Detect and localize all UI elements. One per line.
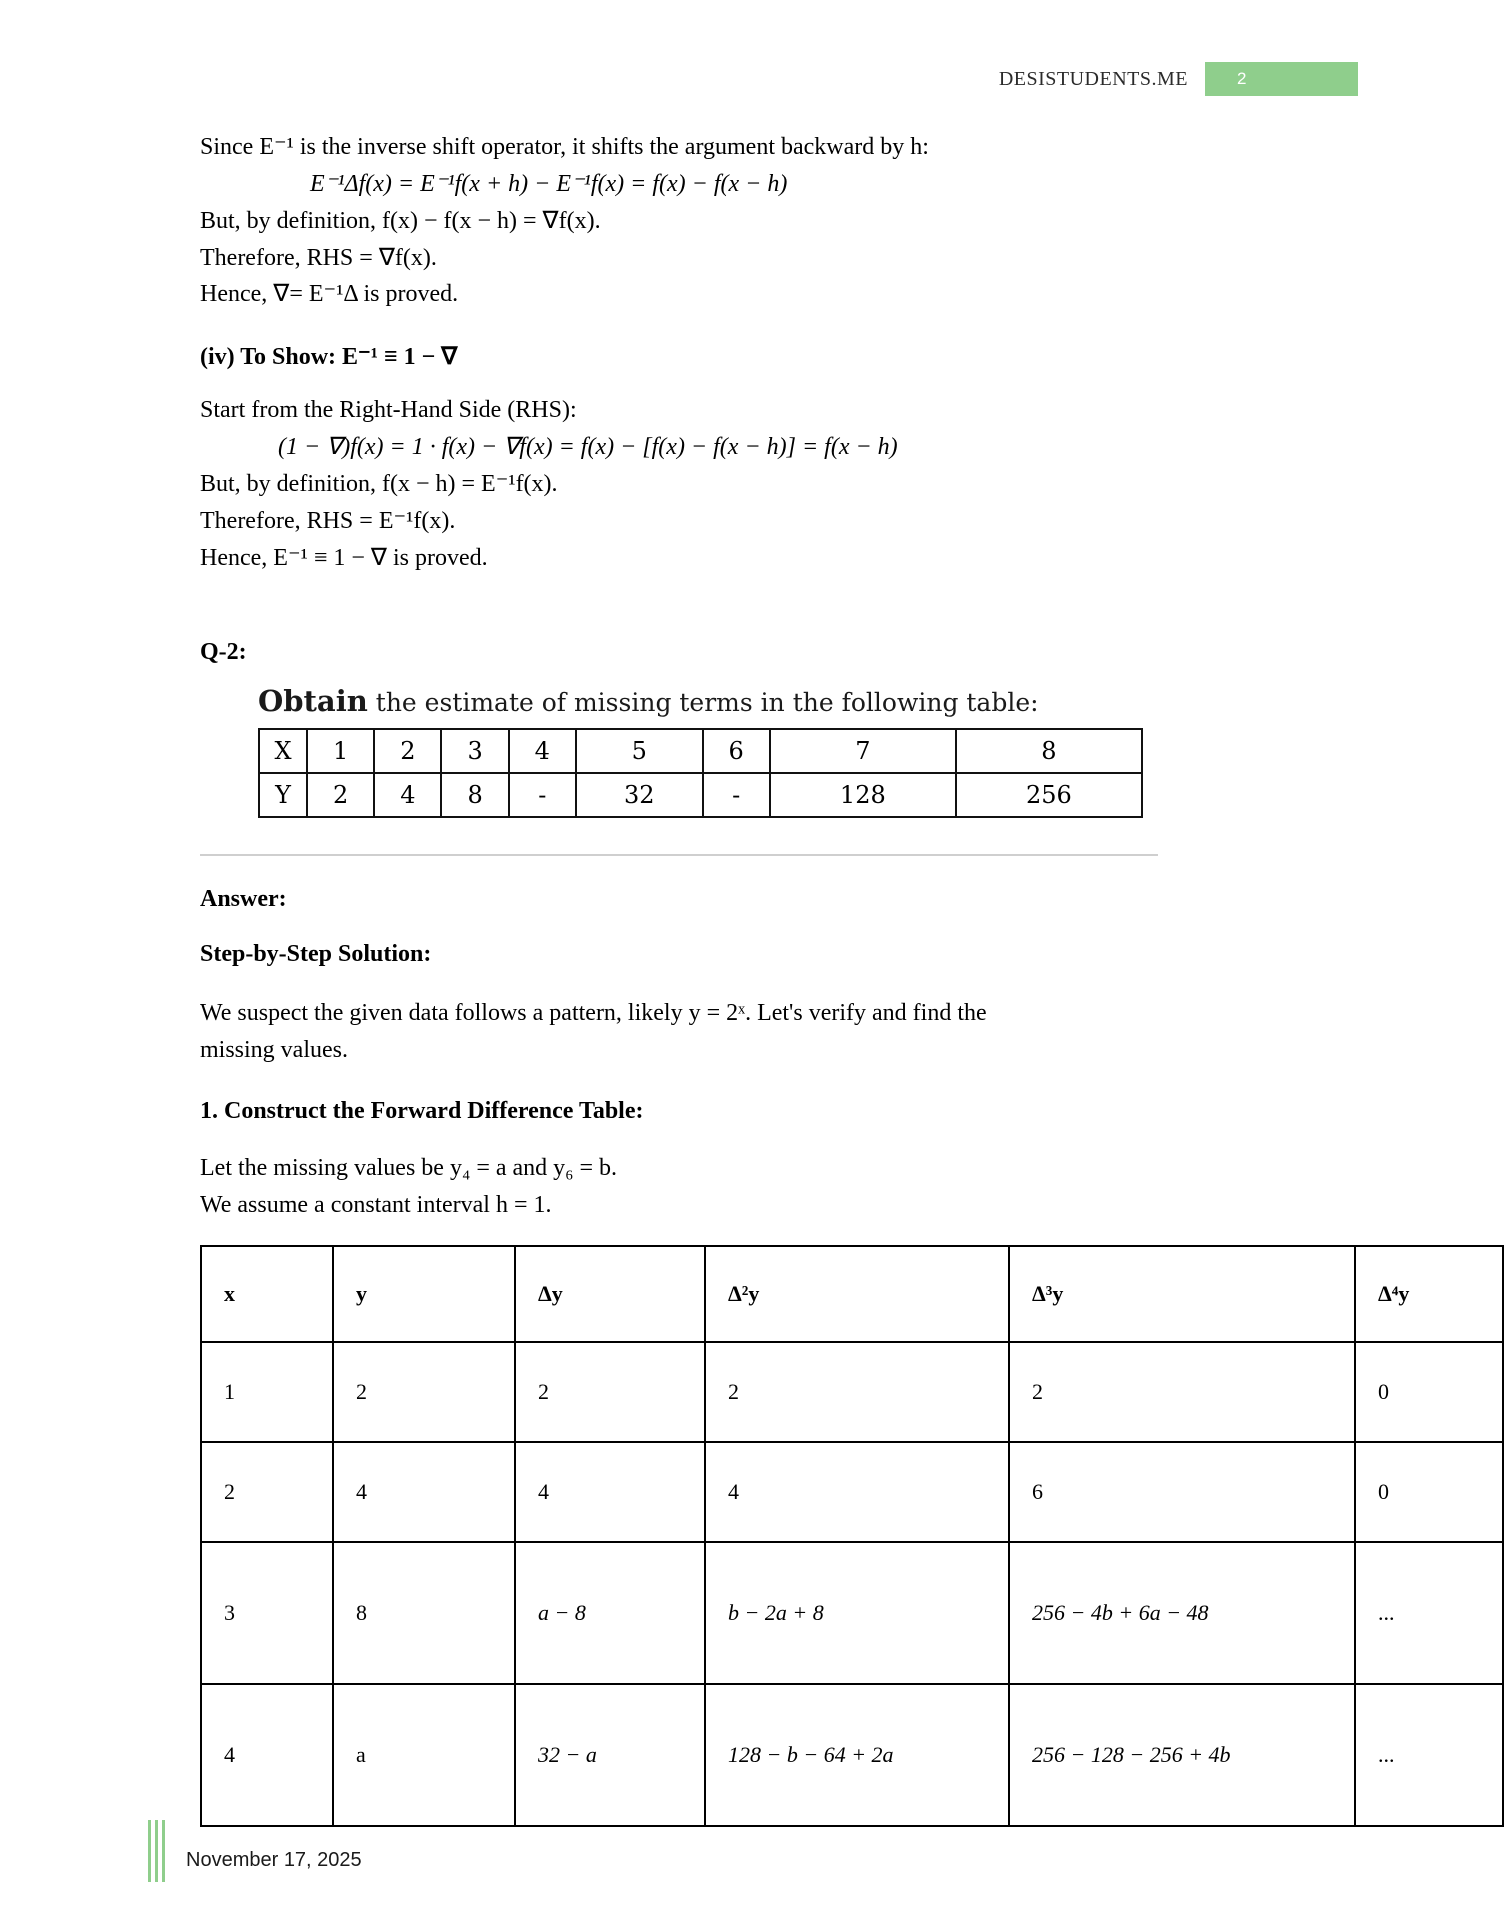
cell-x-1: 1 — [307, 729, 374, 773]
cell-delta-y: 32 − a — [515, 1684, 705, 1826]
cell-y-1: 2 — [307, 773, 374, 817]
cell-delta4-y: ... — [1355, 1684, 1503, 1826]
cell-y: 2 — [333, 1342, 515, 1442]
cell-x-6: 6 — [703, 729, 770, 773]
header-delta-y: Δy — [515, 1246, 705, 1342]
header-delta4-y: Δ⁴y — [1355, 1246, 1503, 1342]
line-definition-shift: But, by definition, f(x − h) = E⁻¹f(x). — [200, 470, 558, 497]
cell-delta2-y: 128 − b − 64 + 2a — [705, 1684, 1009, 1826]
footer-accent-bars-icon — [148, 1820, 170, 1882]
table-row — [201, 1542, 1503, 1684]
cell-delta2-y: 2 — [705, 1342, 1009, 1442]
cell-y-3: 8 — [441, 773, 508, 817]
cell-delta4-y: 0 — [1355, 1342, 1503, 1442]
page-footer — [0, 1800, 1358, 1920]
cell-x: 1 — [201, 1342, 333, 1442]
line-start-from-rhs: Start from the Right-Hand Side (RHS): — [200, 397, 577, 424]
cell-delta4-y: ... — [1355, 1542, 1503, 1684]
cell-x-3: 3 — [441, 729, 508, 773]
table-row — [201, 1442, 1503, 1542]
cell-x-4: 4 — [509, 729, 576, 773]
cell-delta3-y: 256 − 128 − 256 + 4b — [1009, 1684, 1355, 1826]
section-heading-forward-difference: 1. Construct the Forward Difference Table: — [200, 1097, 644, 1124]
cell-delta3-y: 2 — [1009, 1342, 1355, 1442]
cell-delta-y: 2 — [515, 1342, 705, 1442]
cell-delta-y: 4 — [515, 1442, 705, 1542]
cell-y: 8 — [333, 1542, 515, 1684]
question-label: Q-2: — [200, 639, 247, 666]
table-row — [201, 1342, 1503, 1442]
question-data-table — [258, 728, 1143, 818]
cell-x-8: 8 — [956, 729, 1142, 773]
question-title-bold: Obtain — [258, 684, 368, 719]
page-header — [0, 0, 1358, 105]
header-delta3-y: Δ³y — [1009, 1246, 1355, 1342]
page-number: 2 — [1237, 69, 1247, 88]
cell-y-6: - — [703, 773, 770, 817]
cell-delta2-y: 4 — [705, 1442, 1009, 1542]
site-name: DESISTUDENTS.ME — [998, 68, 1188, 90]
answer-intro-line-1: We suspect the given data follows a pattern, likely y = 2ˣ. Let's verify and find the — [200, 1000, 987, 1027]
answer-heading: Answer: — [200, 886, 287, 913]
cell-x: 2 — [201, 1442, 333, 1542]
cell-y-4: - — [509, 773, 576, 817]
equation-e-inverse-delta: E⁻¹Δf(x) = E⁻¹f(x + h) − E⁻¹f(x) = f(x) − f(x − h) — [310, 170, 788, 197]
row-label-x: X — [259, 729, 307, 773]
line-hence-proved-1: Hence, ∇= E⁻¹Δ is proved. — [200, 281, 459, 308]
answer-intro-line-2: missing values. — [200, 1037, 348, 1064]
cell-delta-y: a − 8 — [515, 1542, 705, 1684]
question-title — [258, 684, 1158, 718]
cell-y: a — [333, 1684, 515, 1826]
table-header-row — [201, 1246, 1503, 1342]
table-row-x — [259, 729, 1142, 773]
line-therefore-rhs-2: Therefore, RHS = E⁻¹f(x). — [200, 507, 456, 534]
assumption-line-1: Let the missing values be y₄ = a and y₆ = b. — [200, 1154, 618, 1181]
cell-x-7: 7 — [770, 729, 956, 773]
cell-delta4-y: 0 — [1355, 1442, 1503, 1542]
question-image-block — [258, 684, 1158, 818]
cell-y-7: 128 — [770, 773, 956, 817]
cell-x: 3 — [201, 1542, 333, 1684]
cell-y-2: 4 — [374, 773, 441, 817]
table-row-y — [259, 773, 1142, 817]
footer-date: November 17, 2025 — [186, 1849, 362, 1871]
cell-delta3-y: 256 − 4b + 6a − 48 — [1009, 1542, 1355, 1684]
header-y: y — [333, 1246, 515, 1342]
row-label-y: Y — [259, 773, 307, 817]
page-content — [0, 130, 1410, 1827]
step-by-step-heading: Step-by-Step Solution: — [200, 941, 432, 968]
line-definition-nabla: But, by definition, f(x) − f(x − h) = ∇f(x). — [200, 207, 601, 234]
line-since-operator: Since E⁻¹ is the inverse shift operator, it shifts the argument backward by h: — [200, 134, 929, 160]
cell-y-8: 256 — [956, 773, 1142, 817]
cell-delta3-y: 6 — [1009, 1442, 1355, 1542]
cell-y-5: 32 — [576, 773, 703, 817]
heading-part-iv: (iv) To Show: E⁻¹ ≡ 1 − ∇ — [200, 344, 458, 371]
equation-one-minus-nabla: (1 − ∇)f(x) = 1 · f(x) − ∇f(x) = f(x) − [f(x) − f(x − h)] = f(x − h) — [278, 433, 898, 460]
cell-x: 4 — [201, 1684, 333, 1826]
cell-delta2-y: b − 2a + 8 — [705, 1542, 1009, 1684]
cell-y: 4 — [333, 1442, 515, 1542]
section-divider — [200, 854, 1158, 856]
forward-difference-table — [200, 1245, 1504, 1827]
header-x: x — [201, 1246, 333, 1342]
line-hence-proved-2: Hence, E⁻¹ ≡ 1 − ∇ is proved. — [200, 544, 488, 571]
assumption-line-2: We assume a constant interval h = 1. — [200, 1191, 552, 1218]
line-therefore-rhs-1: Therefore, RHS = ∇f(x). — [200, 244, 437, 271]
question-title-rest: the estimate of missing terms in the following table: — [367, 688, 1039, 718]
cell-x-2: 2 — [374, 729, 441, 773]
cell-x-5: 5 — [576, 729, 703, 773]
header-delta2-y: Δ²y — [705, 1246, 1009, 1342]
